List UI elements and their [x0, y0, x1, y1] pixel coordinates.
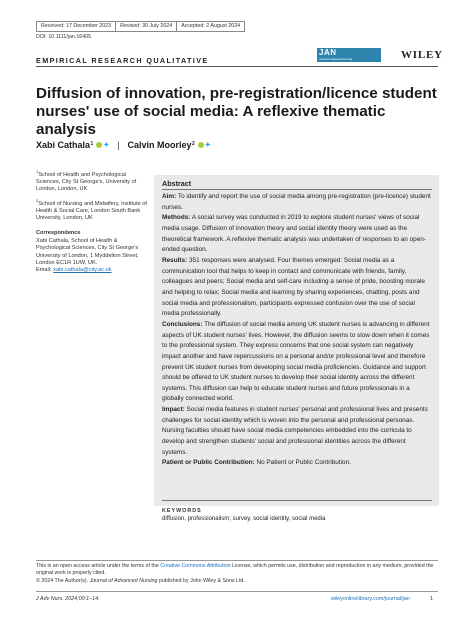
correspondence-text: Xabi Cathala, School of Health & Psychological Sciences, City St George's University of London, 1 Myddelton Street, London EC1R 1UW, UK.	[36, 238, 139, 266]
abstract-heading: Abstract	[162, 179, 192, 188]
section-label: Impact:	[162, 406, 185, 414]
twitter-icon[interactable]: ✦	[103, 142, 110, 149]
doi[interactable]: DOI: 10.1111/jan.16405	[36, 34, 92, 40]
creative-commons-link[interactable]: Creative Commons Attribution	[160, 563, 231, 569]
keywords-divider	[162, 500, 432, 501]
author-separator: |	[117, 140, 120, 150]
correspondence-heading: Correspondence	[36, 230, 81, 236]
abstract-body	[162, 192, 432, 469]
affiliation-text: School of Nursing and Midwifery, Institute of Health & Social Care, London South Bank University, London, UK	[36, 200, 147, 222]
affiliation-mark: 2	[36, 198, 39, 203]
copyright-suffix: published by John Wiley & Sons Ltd.	[157, 577, 245, 584]
abstract-results	[162, 256, 432, 320]
header-divider	[36, 66, 438, 67]
abstract-conclusions	[162, 320, 432, 405]
section-label: Conclusions:	[162, 320, 203, 328]
article-title: Diffusion of innovation, pre-registration/licence student nurses' use of social media: A reflexive thematic analysis	[36, 85, 437, 138]
section-label: Results:	[162, 256, 188, 264]
abstract-divider	[162, 189, 432, 190]
author-affiliation-mark: 1	[90, 141, 94, 147]
section-text: No Patient or Public Contribution.	[256, 459, 351, 467]
license-text	[36, 563, 438, 585]
orcid-icon[interactable]	[96, 142, 102, 148]
section-label: Methods:	[162, 214, 191, 222]
affiliation	[36, 168, 148, 194]
email-label: Email:	[36, 267, 52, 274]
license-divider	[36, 560, 438, 561]
orcid-icon[interactable]	[198, 142, 204, 148]
author-affiliation-mark: 2	[192, 141, 195, 147]
section-label: Aim:	[162, 193, 177, 200]
author-list	[36, 140, 211, 150]
revised-date: Revised: 30 July 2024	[116, 21, 177, 32]
publisher-logo[interactable]: WILEY	[401, 49, 443, 61]
keywords-heading: KEYWORDS	[162, 508, 202, 514]
correspondence	[36, 238, 148, 274]
page-number: 1	[430, 596, 433, 602]
article-dates	[36, 21, 245, 32]
twitter-icon[interactable]: ✦	[204, 142, 211, 149]
footer-divider	[36, 591, 438, 592]
license-suffix: License, which permits use, distribution and reproduction in any medium, provided the original work is properly cited.	[36, 563, 434, 577]
abstract-aim	[162, 192, 432, 213]
section-text: 351 responses were analysed. Four themes emerged: Social media as a communication tool that helps to keep in contact and communicate with friends, family, colleagues and peers; Social media and self-care including a sense of pride, boosting morale and helping to relax; Social media and learning by sharing experiences, chatting, posts and social media and professionalism, participants expressed confusion over the use of social media professionally.	[162, 256, 425, 318]
affiliation	[36, 197, 148, 223]
citation: J Adv Nurs. 2024;00:1–14.	[36, 596, 100, 602]
journal-logo[interactable]	[317, 48, 381, 62]
section-text: A social survey was conducted in 2019 to explore student nurses' views of social media usage. Diffusion of innovation theory and social identity theory were used as the theoretical framework. A reflexive thematic analysis was undertaken of responses to an open-ended question.	[162, 214, 426, 254]
author-name[interactable]: Xabi Cathala	[36, 140, 91, 150]
copyright-prefix: © 2024 The Author(s).	[36, 577, 90, 584]
section-text: The diffusion of social media among UK student nurses is advancing in different aspects of UK student nurses' lives. However, the diffusion seems to slow down when it comes to the professional system. They express concerns that one social system can negatively impact another and have repercussions on a personal and/or professional level and therefore prevent UK student nurses from developing social media proficiencies. Guidance and support should be offered to UK student nurses to develop their social identity across the different systems. This diffusion can help to educate student nurses and future professionals in a globally connected world.	[162, 320, 430, 403]
section-text: To identify and report the use of social media among pre-registration (pre-licence) student nurses.	[162, 193, 431, 211]
affiliation-mark: 1	[36, 169, 39, 174]
section-text: Social media features in student nurses' personal and professional lives and presents challenges for social identity which is woven into the personal and professional personas. Nursing faculties should have social media competencies embedded into the curricula to develop and strengthen students' social and professional identities across the different systems.	[162, 406, 428, 456]
section-label: EMPIRICAL RESEARCH QUALITATIVE	[36, 56, 209, 65]
accepted-date: Accepted: 2 August 2024	[177, 21, 245, 32]
section-label: Patient or Public Contribution:	[162, 459, 255, 467]
journal-logo-subtitle: Journal of Advanced Nursing	[319, 58, 353, 61]
keywords-text: diffusion, professionalism; survey, social identity, social media	[162, 516, 326, 522]
abstract-contribution	[162, 458, 432, 469]
journal-logo-text: JAN	[319, 48, 337, 57]
journal-url[interactable]: wileyonlinelibrary.com/journal/jan	[331, 596, 410, 602]
copyright-journal: Journal of Advanced Nursing	[89, 577, 158, 584]
abstract-methods	[162, 213, 432, 256]
affiliation-text: School of Health and Psychological Sciences, City St George's, University of London, London, UK	[36, 171, 137, 193]
abstract-impact	[162, 405, 432, 458]
email-link[interactable]: xabi.cathala@city.ac.uk	[53, 267, 112, 274]
received-date: Received: 17 December 2023	[36, 21, 116, 32]
author-name[interactable]: Calvin Moorley	[127, 140, 192, 150]
license-prefix: This is an open access article under the terms of the	[36, 563, 161, 569]
